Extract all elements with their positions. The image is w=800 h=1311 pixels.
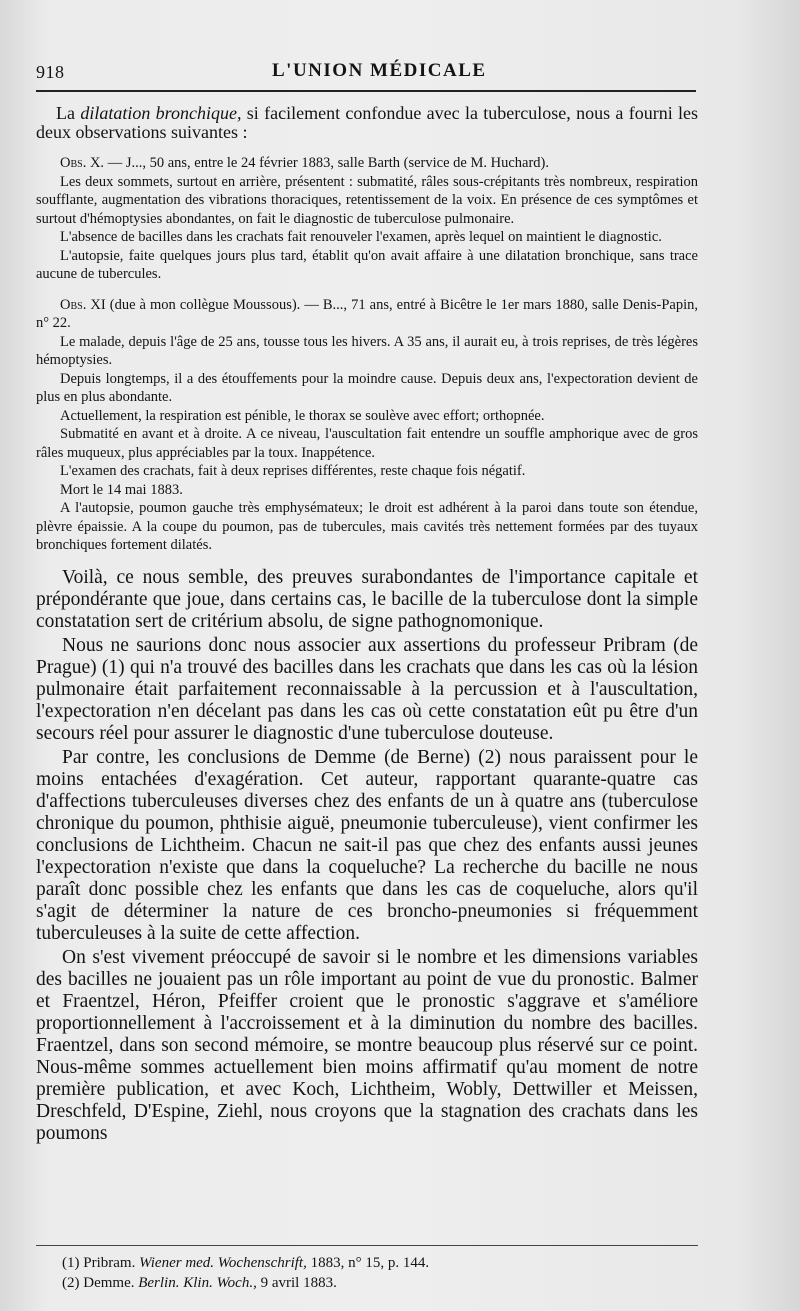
obs-xi-label: Obs. XI — [60, 296, 106, 313]
footnote-2-author: Demme. — [79, 1275, 139, 1291]
obs-x-p1: — J..., 50 ans, entre le 24 février 1883, salle Barth (service de M. Huchard). — [104, 155, 549, 171]
observation-xi — [36, 296, 698, 555]
obs-xi-p8: A l'autopsie, poumon gauche très emphysémateux; le droit est adhérent à la paroi dans toute son étendue, plèvre épaissie. A la coupe du poumon, pas de tubercules, mais cavités très nettement formées par des tuyaux bronchiques fortement dilatés. — [36, 500, 698, 553]
footnote-rule — [36, 1245, 698, 1246]
body-paragraph-1: Voilà, ce nous semble, des preuves surabondantes de l'importance capitale et prépondérante que joue, dans certains cas, le bacille de la tuberculose dont la simple constatation sert de critérium absolu, de signe pathognomonique. — [36, 566, 698, 632]
obs-x-p4: L'autopsie, faite quelques jours plus tard, établit qu'on avait affaire à une dilatation bronchique, sans trace aucune de tubercules. — [36, 247, 698, 282]
obs-x-label: Obs. X. — [60, 155, 105, 171]
body-paragraph-3: Par contre, les conclusions de Demme (de Berne) (2) nous paraissent pour le moins entachées d'exagération. Cet auteur, rapportant quarante-quatre cas d'affections tuberculeuses diverses chez des enfants de un à quatre ans (tuberculose chronique du poumon, phthisie aiguë, pneumonie tuberculeuse), vient confirmer les conclusions de Lichtheim. Chacun ne sait-il pas que chez des enfants aussi jeunes l'expectoration n'existe que dans la coqueluche? La recherche du bacille ne nous paraît donc possible chez les enfants que dans les cas de coqueluche, alors qu'il s'agit de déterminer la nature de ces broncho-pneumonies si fréquemment tuberculeuses à la suite de cette affection. — [36, 746, 698, 944]
obs-xi-p1: (due à mon collègue Moussous). — B..., 71 ans, entré à Bicêtre le 1er mars 1880, salle Denis-Papin, n° 22. — [36, 296, 698, 331]
page-header — [36, 58, 698, 88]
obs-xi-p5: Submatité en avant et à droite. A ce niveau, l'auscultation fait entendre un souffle amphorique avec de gros râles muqueux, plus appréciables par la toux. Inappétence. — [36, 426, 698, 461]
obs-xi-p4: Actuellement, la respiration est pénible, le thorax se soulève avec effort; orthopnée. — [60, 407, 545, 424]
obs-xi-heading — [36, 296, 698, 333]
footnote-2-mark: (2) — [62, 1275, 80, 1291]
main-text — [36, 567, 698, 1145]
footnote-2-rest: 9 avril 1883. — [256, 1275, 337, 1291]
obs-x-p3: L'absence de bacilles dans les crachats fait renouveler l'examen, après lequel on maintient le diagnostic. — [60, 229, 662, 245]
footnote-1-author: Pribram. — [79, 1255, 140, 1271]
page-number: 918 — [36, 62, 65, 82]
footnote-2 — [62, 1273, 702, 1293]
observation-x — [36, 154, 698, 284]
obs-xi-p2: Le malade, depuis l'âge de 25 ans, tousse tous les hivers. A 35 ans, il aurait eu, à trois reprises, de très légères hémoptysies. — [36, 333, 698, 368]
footnote-1 — [62, 1253, 702, 1273]
intro-rest: si facilement confondue avec la tuberculose, nous a fourni les deux observations suivantes : — [36, 103, 699, 142]
obs-xi-p6: L'examen des crachats, fait à deux reprises différentes, reste chaque fois négatif. — [60, 463, 526, 479]
running-title: L'UNION MÉDICALE — [272, 60, 487, 81]
footnote-1-journal: Wiener med. Wochenschrift, — [139, 1255, 307, 1271]
footnote-2-journal: Berlin. Klin. Woch., — [138, 1275, 257, 1291]
obs-xi-p3: Depuis longtemps, il a des étouffements pour la moindre cause. Depuis deux ans, l'expectoration devient de plus en plus abondante. — [36, 370, 698, 405]
intro-term: dilatation bronchique, — [80, 103, 242, 123]
body-paragraph-4: On s'est vivement préoccupé de savoir si le nombre et les dimensions variables des bacilles ne jouaient pas un rôle important au point de vue du pronostic. Balmer et Fraentzel, Héron, Pfeiffer croient que le pronostic s'aggrave et s'améliore proportionnellement à l'accroissement et à la diminution du nombre des bacilles. Fraentzel, dans son second mémoire, se montre beaucoup plus réservé sur ce point. Nous-même sommes actuellement bien moins affirmatif qu'au moment de notre première publication, et avec Koch, Lichtheim, Wobly, Dettwiller et Meissen, Dreschfeld, D'Espine, Ziehl, nous croyons que la stagnation des crachats dans les poumons — [36, 946, 698, 1144]
footnote-1-rest: 1883, n° 15, p. 144. — [306, 1255, 430, 1271]
intro-paragraph — [36, 104, 698, 142]
obs-x-p2: Les deux sommets, surtout en arrière, présentent : submatité, râles sous-crépitants très nombreux, respiration soufflante, augmentation des vibrations thoraciques, retentissement de la voix. En présence de ces symptômes et surtout d'hémoptysies abondantes, on fait le diagnostic de tuberculose pulmonaire. — [36, 173, 698, 227]
obs-xi-p7: Mort le 14 mai 1883. — [60, 481, 183, 498]
intro-lead: La — [56, 103, 81, 123]
footnote-1-mark: (1) — [62, 1255, 80, 1271]
header-rule — [36, 90, 696, 92]
body-paragraph-2: Nous ne saurions donc nous associer aux assertions du professeur Pribram (de Prague) (1) qui n'a trouvé des bacilles dans les crachats que dans les cas où la lésion pulmonaire était parfaitement reconnaissable à la percussion et à l'auscultation, l'expectoration n'en décelant pas dans les cas où cette constatation eût pu être d'un secours réel pour assurer le diagnostic d'une tuberculose douteuse. — [36, 634, 698, 744]
footnotes — [62, 1253, 702, 1293]
obs-x-heading — [36, 154, 698, 173]
article-body — [36, 104, 698, 1145]
